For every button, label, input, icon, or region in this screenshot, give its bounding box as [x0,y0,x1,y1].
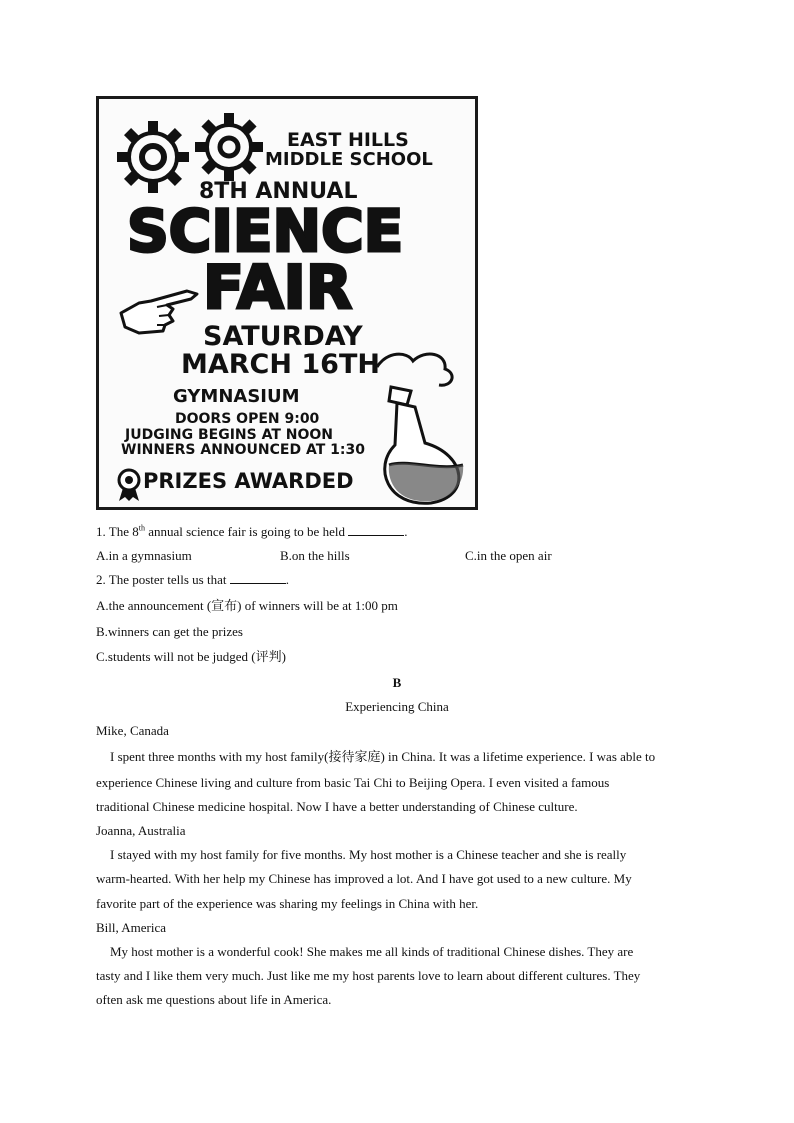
question-1: 1. The 8th annual science fair is going to be held . [96,523,408,539]
fair-headline: FAIR [203,253,353,323]
option-2b: B.winners can get the prizes [96,624,243,639]
science-headline: SCIENCE [127,197,404,265]
school-name-line1: EAST HILLS [287,129,409,151]
option-1c: C.in the open air [465,548,552,563]
event-venue: GYMNASIUM [173,386,300,407]
science-fair-poster [96,96,478,510]
passage-author: Joanna, Australia [96,823,186,838]
event-day: SATURDAY [203,321,363,352]
answer-blank [348,524,404,536]
passage-line: My host mother is a wonderful cook! She makes me all kinds of traditional Chinese dishes. They are [110,944,634,959]
award-ribbon-icon [113,467,145,503]
question-2: 2. The poster tells us that . [96,572,289,587]
passage-author: Bill, America [96,920,167,935]
flask-icon [367,347,478,507]
passage-author: Mike, Canada [96,723,169,738]
passage-line: favorite part of the experience was sharing my feelings in China with her. [96,896,479,911]
passage-line: traditional Chinese medicine hospital. Now I have a better understanding of Chinese culture. [96,799,578,814]
option-2a: A.the announcement (宣布) of winners will be at 1:00 pm [96,598,398,613]
passage-line: often ask me questions about life in America. [96,992,332,1007]
pointing-hand-icon [117,285,203,341]
option-1b: B.on the hills [280,548,350,563]
winners-time: WINNERS ANNOUNCED AT 1:30 [121,442,365,458]
passage-line: warm-hearted. With her help my Chinese has improved a lot. And I have got used to a new culture. My [96,871,632,886]
annual-label: 8TH ANNUAL [199,179,358,204]
gear-icon [113,117,193,195]
judging-time: JUDGING BEGINS AT NOON [125,427,333,443]
prizes-awarded: PRIZES AWARDED [143,469,354,493]
option-2c: C.students will not be judged (评判) [96,649,286,664]
passage-line: tasty and I like them very much. Just like me my host parents love to learn about different cultures. They [96,968,641,983]
option-1a: A.in a gymnasium [96,548,192,563]
section-title: Experiencing China [345,699,449,714]
school-name-line2: MIDDLE SCHOOL [265,149,433,170]
doors-open-time: DOORS OPEN 9:00 [175,411,320,427]
passage-line: I stayed with my host family for five months. My host mother is a Chinese teacher and she is really [110,847,627,862]
section-letter: B [392,675,402,690]
answer-blank [230,572,286,584]
event-date: MARCH 16TH [181,349,380,380]
passage-line: experience Chinese living and culture from basic Tai Chi to Beijing Opera. I even visited a famous [96,775,610,790]
gear-icon [191,109,267,185]
passage-line: I spent three months with my host family(接待家庭) in China. It was a lifetime experience. I was able to [110,749,656,764]
